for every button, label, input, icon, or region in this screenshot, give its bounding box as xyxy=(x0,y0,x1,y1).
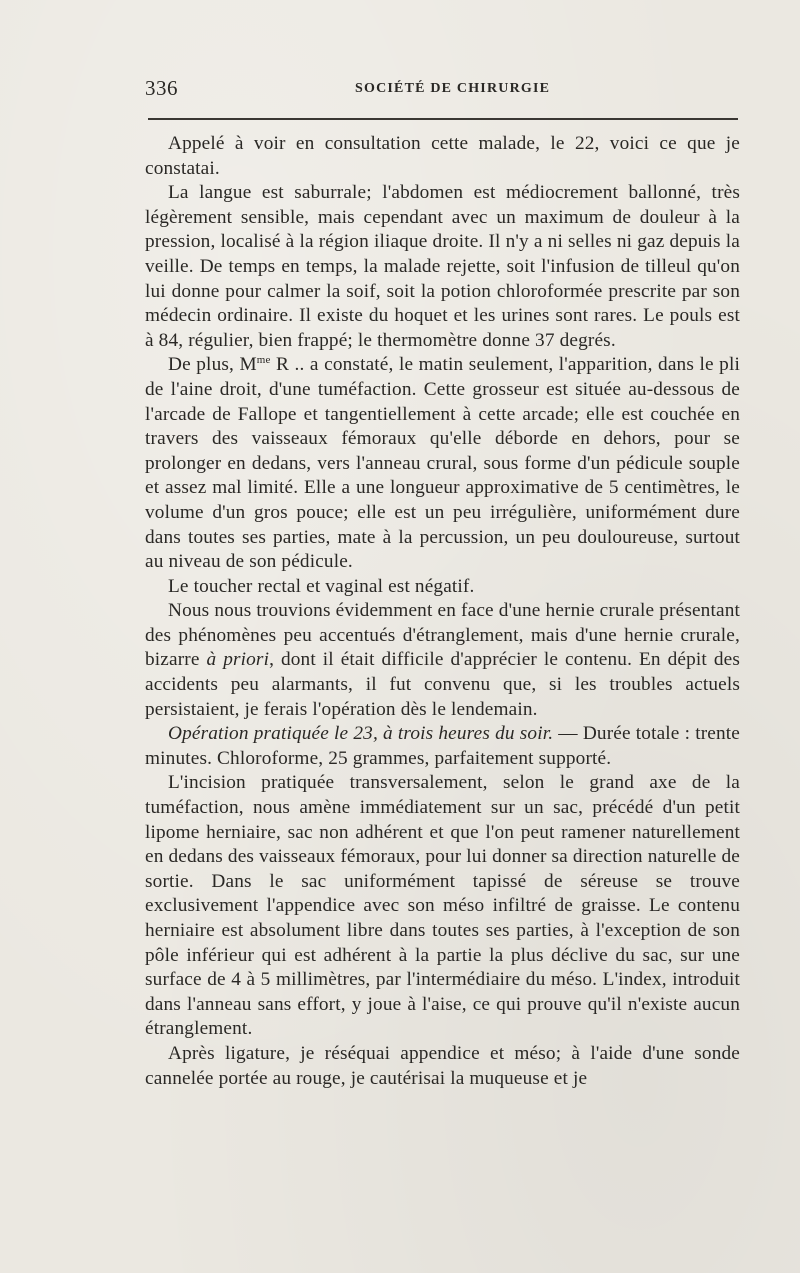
body-text xyxy=(145,132,740,1091)
paragraph-3-prefix: De plus, M xyxy=(168,354,257,376)
running-header xyxy=(145,76,740,102)
paragraph-1 xyxy=(145,132,740,181)
madame-superscript: me xyxy=(256,354,271,367)
paragraph-6 xyxy=(145,722,740,771)
paragraph-8 xyxy=(145,1042,740,1091)
paragraph-5 xyxy=(145,599,740,722)
paragraph-3-text: R .. a constaté, le matin seulement, l'apparition, dans le pli de l'aine droit, d'une tuméfaction. Cette grosseur est située au-dessous de l'arcade de Fallope et tangentiellement à cette arcade; elle est couchée en travers des vaisseaux fémoraux qu'elle déborde en dehors, pour se prolonger en dedans, vers l'anneau crural, sous forme d'un pédicule souple et assez mal limité. Elle a une longueur approximative de 5 centimètres, le volume d'un gros pouce; elle est un peu irrégulière, uniformément dure dans toutes ses parties, mate à la percussion, un peu douloureuse, surtout au niveau de son pédicule. xyxy=(145,354,740,573)
header-rule xyxy=(148,118,738,120)
operation-heading: Opération pratiquée le 23, à trois heures du soir. xyxy=(168,723,554,745)
paragraph-3 xyxy=(145,353,740,574)
paragraph-7-text: L'incision pratiquée transversalement, selon le grand axe de la tuméfaction, nous amène immédiatement sur un sac, précédé d'un petit lipome herniaire, sac non adhérent et que l'on peut ramener naturellement en dedans des vaisseaux fémoraux, pour lui donner sa direction naturelle de sortie. Dans le sac uniformément tapissé de séreuse se trouve exclusivement l'appendice avec son méso infiltré de graisse. Le contenu herniaire est absolument libre dans toutes ses parties, à l'exception de son pôle inférieur qui est adhérent à la partie la plus déclive du sac, sur une surface de 4 à 5 millimètres, par l'intermédiaire du méso. L'index, introduit dans l'anneau sans effort, y joue à l'aise, ce qui prouve qu'il n'existe aucun étranglement. xyxy=(145,772,740,1040)
paragraph-4-text: Le toucher rectal et vaginal est négatif. xyxy=(168,575,475,597)
paragraph-2 xyxy=(145,181,740,353)
paragraph-4 xyxy=(145,575,740,600)
running-title: SOCIÉTÉ DE CHIRURGIE xyxy=(355,81,551,96)
paragraph-7 xyxy=(145,771,740,1042)
paragraph-6-after: — Durée totale : trente minutes. Chloroforme, 25 grammes, parfaitement supporté. xyxy=(145,723,740,769)
page-number: 336 xyxy=(145,76,178,100)
paragraph-1-text: Appelé à voir en consultation cette malade, le 22, voici ce que je constatai. xyxy=(145,133,740,179)
paragraph-8-text: Après ligature, je réséquai appendice et méso; à l'aide d'une sonde cannelée portée au rouge, je cautérisai la muqueuse et je xyxy=(145,1042,740,1089)
paragraph-5-after: , dont il était difficile d'apprécier le contenu. En dépit des accidents peu alarmants, il fut convenu que, si les troubles actuels persistaient, je ferais l'opération dès le lendemain. xyxy=(145,649,740,720)
paragraph-2-text: La langue est saburrale; l'abdomen est médiocrement ballonné, très légèrement sensible, mais cependant avec un maximum de douleur à la pression, localisé à la région iliaque droite. Il n'y a ni selles ni gaz depuis la veille. De temps en temps, la malade rejette, soit l'infusion de tilleul qu'on lui donne pour calmer la soif, soit la potion chloroformée prescrite par son médecin ordinaire. Il existe du hoquet et les urines sont rares. Le pouls est à 84, régulier, bien frappé; le thermomètre donne 37 degrés. xyxy=(145,182,740,351)
paragraph-5-italic: à priori xyxy=(206,649,270,671)
paragraph-5-before: Nous nous trouvions évidemment en face d'une hernie crurale présentant des phénomènes peu accentués d'étranglement, mais d'une hernie crurale, bizarre xyxy=(145,600,740,671)
